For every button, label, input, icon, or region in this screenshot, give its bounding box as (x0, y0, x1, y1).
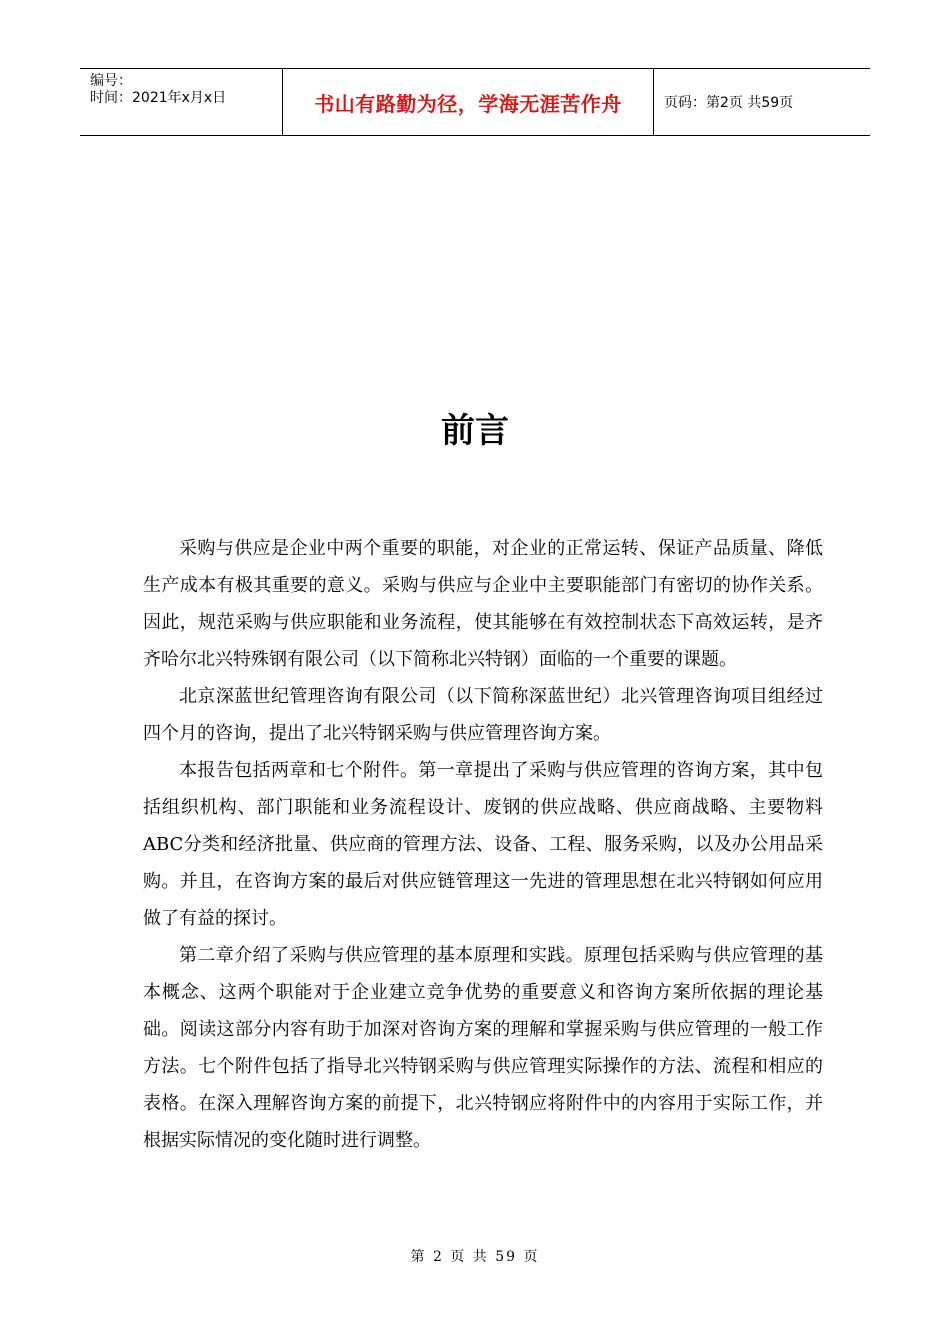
header-meta (80, 69, 282, 135)
page-footer: 第 2 页 共 59 页 (410, 1249, 540, 1265)
paragraph: 北京深蓝世纪管理咨询有限公司（以下简称深蓝世纪）北兴管理咨询项目组经过四个月的咨询，提出了北兴特钢采购与供应管理咨询方案。 (143, 686, 823, 744)
header-motto: 书山有路勤为径，学海无涯苦作舟 (282, 69, 654, 135)
number-label: 编号： (90, 73, 132, 89)
paragraph: 第二章介绍了采购与供应管理的基本原理和实践。原理包括采购与供应管理的基本概念、这两个职能对于企业建立竞争优势的重要意义和咨询方案所依据的理论基础。阅读这部分内容有助于加深对咨询方案的理解和掌握采购与供应管理的一般工作方法。七个附件包括了指导北兴特钢采购与供应管理实际操作的方法、流程和相应的表格。在深入理解咨询方案的前提下，北兴特钢应将附件中的内容用于实际工作，并根据实际情况的变化随时进行调整。 (143, 945, 823, 1151)
time-label: 时间：2021年x月x日 (90, 90, 227, 106)
header-page-info: 页码：第2页 共59页 (664, 95, 794, 111)
body-text (143, 530, 823, 1159)
page-title: 前言 (441, 411, 509, 451)
paragraph: 本报告包括两章和七个附件。第一章提出了采购与供应管理的咨询方案，其中包括组织机构、部门职能和业务流程设计、废钢的供应战略、供应商战略、主要物料ABC分类和经济批量、供应商的管理方法、设备、工程、服务采购，以及办公用品采购。并且，在咨询方案的最后对供应链管理这一先进的管理思想在北兴特钢如何应用做了有益的探讨。 (143, 760, 823, 929)
page-header (80, 68, 870, 136)
paragraph: 采购与供应是企业中两个重要的职能，对企业的正常运转、保证产品质量、降低生产成本有极其重要的意义。采购与供应与企业中主要职能部门有密切的协作关系。因此，规范采购与供应职能和业务流程，使其能够在有效控制状态下高效运转，是齐齐哈尔北兴特殊钢有限公司（以下简称北兴特钢）面临的一个重要的课题。 (143, 538, 823, 670)
